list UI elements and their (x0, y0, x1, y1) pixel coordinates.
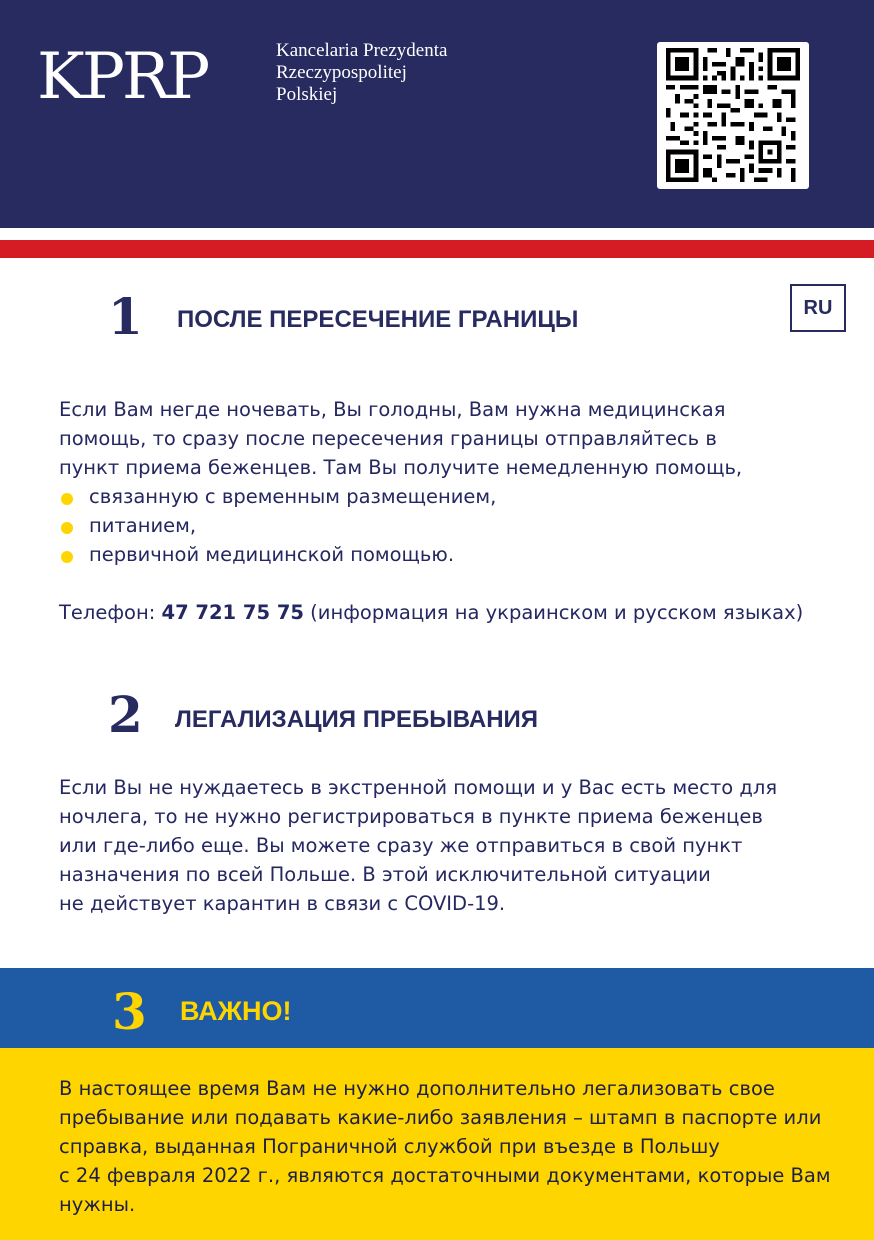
paragraph-line: помощь, то сразу после пересечения границы отправляйтесь в (59, 427, 717, 450)
org-name (276, 40, 447, 106)
paragraph-line: В настоящее время Вам не нужно дополнительно легализовать свое (59, 1077, 775, 1100)
list-item: питанием, (89, 514, 197, 537)
bullet-dot-icon (61, 522, 73, 534)
section-number: 3 (112, 982, 147, 1041)
org-line: Rzeczypospolitej (276, 62, 407, 83)
list-item: первичной медицинской помощью. (89, 543, 455, 566)
paragraph-line: ночлега, то не нужно регистрироваться в пункте приема беженцев (59, 805, 763, 828)
paragraph-line: нужны. (59, 1193, 136, 1216)
qr-code-icon (657, 42, 809, 189)
section-title: ВАЖНО! (180, 996, 292, 1026)
section-title: ПОСЛЕ ПЕРЕСЕЧЕНИЕ ГРАНИЦЫ (177, 306, 579, 333)
section-title: ЛЕГАЛИЗАЦИЯ ПРЕБЫВАНИЯ (175, 706, 539, 733)
phone-note: (информация на украинском и русском языках) (303, 601, 804, 624)
flag-stripe-white (0, 228, 874, 240)
paragraph-line: или где-либо еще. Вы можете сразу же отправиться в свой пункт (59, 834, 743, 857)
paragraph-line: пребывание или подавать какие-либо заявления – штамп в паспорте или (59, 1106, 822, 1129)
bullet-dot-icon (61, 551, 73, 563)
phone-number: 47 721 75 75 (161, 601, 304, 624)
paragraph-line: справка, выданная Пограничной службой при въезде в Польшу (59, 1135, 720, 1158)
phone-line (59, 598, 803, 627)
kprp-logo: KPRP (37, 40, 208, 114)
paragraph-line: назначения по всей Польше. В этой исключительной ситуации (59, 863, 711, 886)
org-line: Polskiej (276, 84, 338, 105)
phone-label: Телефон: (59, 601, 162, 624)
paragraph-line: не действует карантин в связи с COVID-19. (59, 892, 506, 915)
org-line: Kancelaria Prezydenta (276, 40, 448, 61)
paragraph-line: Если Вам негде ночевать, Вы голодны, Вам нужна медицинская (59, 398, 726, 421)
section-number: 2 (108, 685, 143, 744)
paragraph-line: Если Вы не нуждаетесь в экстренной помощи и у Вас есть место для (59, 776, 778, 799)
list-item: связанную с временным размещением, (89, 485, 497, 508)
paragraph-line: с 24 февраля 2022 г., являются достаточными документами, которые Вам (59, 1164, 831, 1187)
paragraph-line: пункт приема беженцев. Там Вы получите немедленную помощь, (59, 456, 743, 479)
flag-stripe-red (0, 240, 874, 258)
section-number: 1 (108, 287, 143, 346)
bullet-dot-icon (61, 493, 73, 505)
header (0, 0, 874, 228)
language-badge: RU (790, 284, 846, 332)
